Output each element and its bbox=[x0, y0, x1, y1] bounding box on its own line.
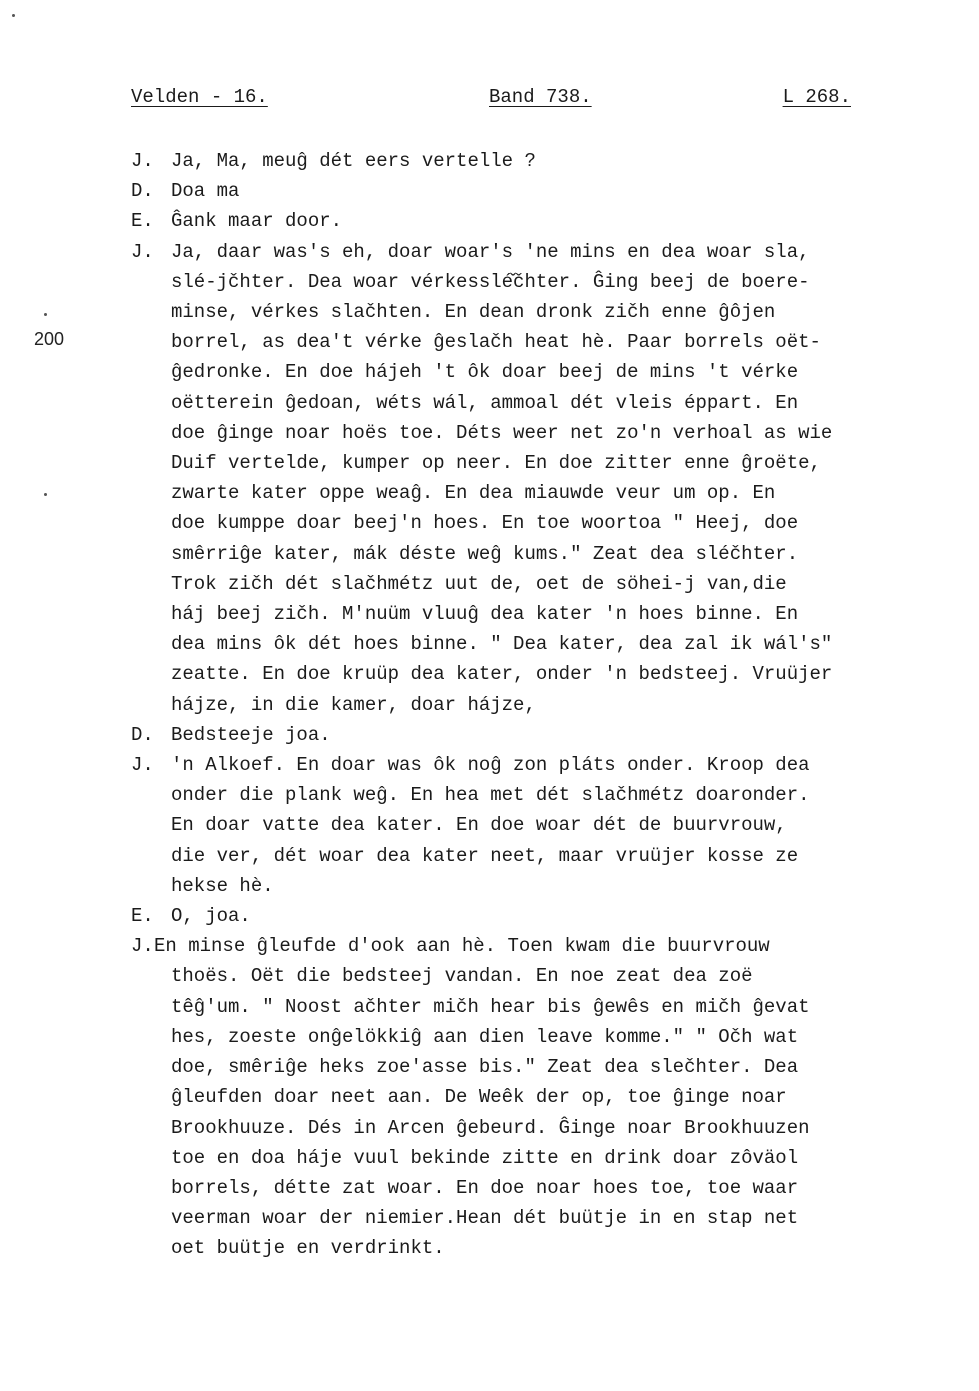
utterance-line: slé-jčhter. Dea woar vérkesslé̌čhter. Ĝing beej de boere- bbox=[171, 270, 810, 293]
utterance-line: Bedsteeje joa. bbox=[171, 723, 331, 746]
utterance-line: Trok zičh dét slačhmétz uut de, oet de söhei-j van,die bbox=[171, 572, 787, 595]
utterance-line: En doar vatte dea kater. En doe woar dét de buurvrouw, bbox=[171, 814, 787, 837]
scan-speck bbox=[44, 493, 47, 496]
transcript bbox=[131, 146, 911, 1264]
header-page-number: L 268. bbox=[782, 86, 851, 108]
utterance-line: Doa ma bbox=[171, 180, 240, 203]
utterance-line: Ja, Ma, meuĝ dét eers vertelle ? bbox=[171, 150, 536, 172]
utterance-line: hes, zoeste onĝelökkiĝ aan dien leave komme." " Očh wat bbox=[171, 1025, 799, 1048]
dialogue-turn bbox=[131, 901, 911, 931]
speaker-label: D. bbox=[131, 180, 154, 203]
utterance bbox=[154, 931, 911, 1263]
utterance bbox=[171, 206, 911, 236]
utterance-line: zwarte kater oppe weaĝ. En dea miauwde veur um op. En bbox=[171, 482, 776, 505]
utterance-line: doe kumppe doar beej'n hoes. En toe woortoa " Heej, doe bbox=[171, 512, 799, 535]
dialogue-turn bbox=[131, 146, 911, 176]
utterance-line: borrels, détte zat woar. En doe noar hoes toe, toe waar bbox=[171, 1176, 799, 1199]
utterance-line: ĝedronke. En doe hájeh 't ôk doar beej de mins 't vérke bbox=[171, 361, 799, 384]
utterance bbox=[171, 237, 911, 720]
utterance-line: smêrriĝe kater, mák déste weĝ kums." Zeat dea sléčhter. bbox=[171, 542, 799, 565]
speaker-label: J. bbox=[131, 935, 154, 958]
utterance-line: die ver, dét woar dea kater neet, maar vruüjer kosse ze bbox=[171, 844, 799, 867]
scan-speck bbox=[12, 14, 15, 17]
utterance-line: doe ĝinge noar hoës toe. Déts weer net zo'n verhoal as wie bbox=[171, 421, 833, 444]
utterance-line: oet buütje en verdrinkt. bbox=[171, 1237, 445, 1260]
utterance bbox=[171, 750, 911, 901]
dialogue-turn bbox=[131, 237, 911, 720]
dialogue-turn bbox=[131, 931, 911, 1263]
utterance bbox=[171, 146, 911, 176]
dialogue-turn bbox=[131, 176, 911, 206]
header-band: Band 738. bbox=[489, 86, 592, 108]
speaker-label: E. bbox=[131, 905, 154, 928]
utterance-line: dea mins ôk dét hoes binne. " Dea kater, dea zal ik wál's" bbox=[171, 633, 833, 656]
margin-line-number: 200 bbox=[34, 329, 65, 349]
speaker-label: J. bbox=[131, 240, 154, 263]
dialogue-turn bbox=[131, 750, 911, 901]
utterance-line: veerman woar der niemier.Hean dét buütje in en stap net bbox=[171, 1207, 799, 1230]
utterance-line: toe en doa háje vuul bekinde zitte en drink doar zôväol bbox=[171, 1146, 799, 1169]
utterance-line: thoës. Oët die bedsteej vandan. En noe zeat dea zoë bbox=[171, 965, 753, 988]
utterance bbox=[171, 720, 911, 750]
utterance-line: zeatte. En doe kruüp dea kater, onder 'n bedsteej. Vruüjer bbox=[171, 663, 833, 686]
utterance bbox=[171, 176, 911, 206]
utterance-line: hájze, in die kamer, doar hájze, bbox=[171, 693, 536, 716]
utterance-line: minse, vérkes slačhten. En dean dronk zičh enne ĝôjen bbox=[171, 301, 776, 324]
utterance-line: onder die plank weĝ. En hea met dét slačhmétz doaronder. bbox=[171, 784, 810, 807]
utterance-line: doe, smêriĝe heks zoe'asse bis." Zeat dea slečhter. Dea bbox=[171, 1056, 799, 1079]
utterance bbox=[171, 901, 911, 931]
speaker-label: J. bbox=[131, 150, 154, 172]
utterance-line: têĝ'um. " Noost ačhter mičh hear bis ĝewês en mičh ĝevat bbox=[171, 995, 810, 1018]
utterance-line: O, joa. bbox=[171, 905, 251, 928]
utterance-line: oëtterein ĝedoan, wéts wál, ammoal dét vleis éppart. En bbox=[171, 391, 799, 414]
utterance-line: En minse ĝleufde d'ook aan hè. Toen kwam die buurvrouw bbox=[154, 935, 770, 958]
utterance-line: hekse hè. bbox=[171, 874, 274, 897]
utterance-line: Ja, daar was's eh, doar woar's 'ne mins en dea woar sla, bbox=[171, 240, 810, 263]
utterance-line: 'n Alkoef. En doar was ôk noĝ zon pláts onder. Kroop dea bbox=[171, 754, 810, 777]
utterance-line: Ĝank maar door. bbox=[171, 210, 343, 233]
page-header bbox=[131, 86, 851, 116]
dialogue-turn bbox=[131, 720, 911, 750]
utterance-line: Brookhuuze. Dés in Arcen ĝebeurd. Ĝinge noar Brookhuuzen bbox=[171, 1116, 810, 1139]
speaker-label: D. bbox=[131, 723, 154, 746]
speaker-label: J. bbox=[131, 754, 154, 777]
utterance-line: háj beej zičh. M'nuüm vluuĝ dea kater 'n hoes binne. En bbox=[171, 603, 799, 626]
utterance-line: borrel, as dea't vérke ĝeslačh heat hè. Paar borrels oët- bbox=[171, 331, 821, 354]
scan-speck bbox=[44, 313, 47, 316]
utterance-line: ĝleufden doar neet aan. De Weêk der op, toe ĝinge noar bbox=[171, 1086, 787, 1109]
dialogue-turn bbox=[131, 206, 911, 236]
header-location: Velden - 16. bbox=[131, 86, 268, 108]
speaker-label: E. bbox=[131, 210, 154, 233]
utterance-line: Duif vertelde, kumper op neer. En doe zitter enne ĝroëte, bbox=[171, 452, 821, 475]
